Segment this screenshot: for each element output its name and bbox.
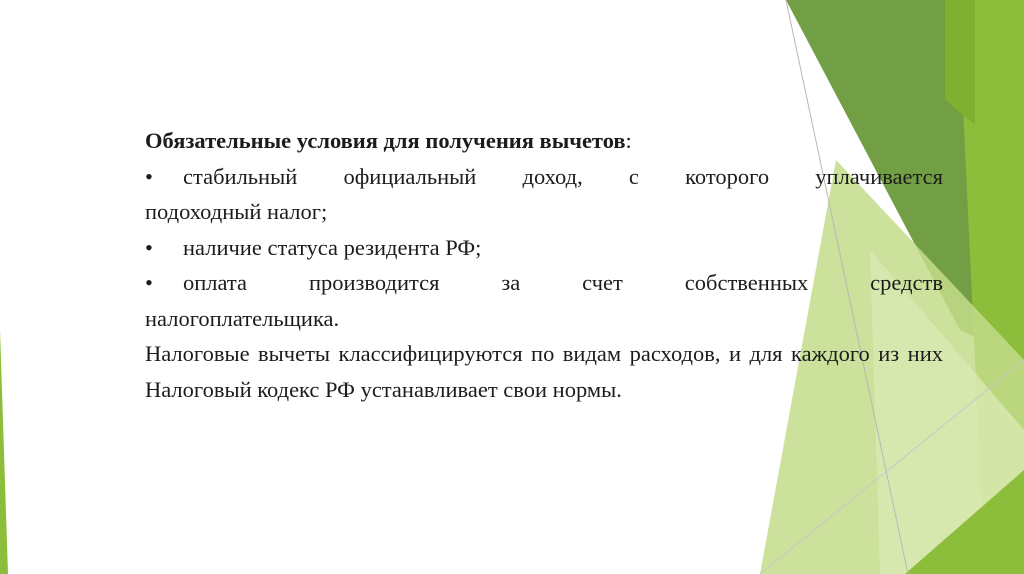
bullet-item [145, 230, 943, 266]
bullet-text: стабильный официальный доход, с которого уплачивается [183, 163, 943, 189]
heading-line [145, 123, 943, 159]
bullet-item [145, 265, 943, 301]
bullet-item [145, 159, 943, 195]
bullet-text: наличие статуса резидента РФ; [183, 234, 482, 260]
bullet-continuation: подоходный налог; [145, 199, 328, 224]
bullet-dot: • [145, 234, 153, 260]
bullet-continuation: налогоплательщика. [145, 305, 340, 331]
bullet-dot: • [145, 163, 153, 189]
body-paragraph: Налоговые вычеты классифицируются по видам расходов, и для каждого из них Налоговый кодекс РФ устанавливает свои нормы. [145, 341, 943, 402]
heading-colon: : [625, 128, 632, 153]
slide-text-block [145, 123, 943, 407]
slide-heading: Обязательные условия для получения вычетов [145, 128, 626, 153]
bullet-text: оплата производится за счет собственных средств [183, 270, 943, 295]
bullet-dot: • [145, 270, 153, 295]
left-green-wedge [0, 330, 8, 574]
